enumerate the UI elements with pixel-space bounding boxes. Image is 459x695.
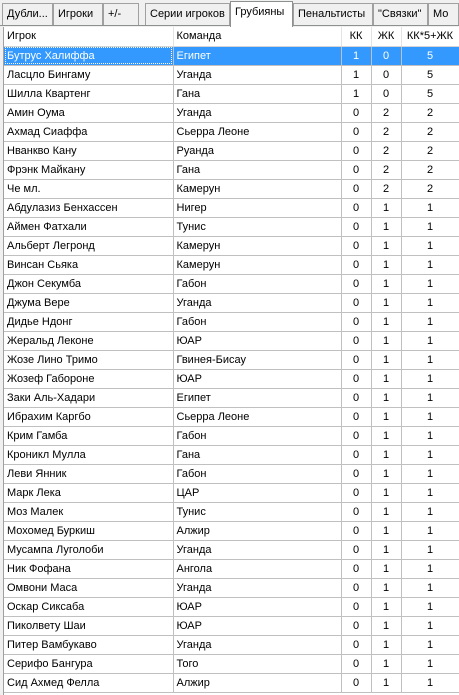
cell-score: 1 [401,521,459,540]
cell-score: 1 [401,559,459,578]
cell-red-cards: 0 [341,673,371,692]
cell-score: 5 [401,84,459,103]
cell-yellow-cards: 1 [371,673,401,692]
cell-yellow-cards: 1 [371,502,401,521]
cell-score: 1 [401,540,459,559]
cell-player: Кроникл Мулла [4,445,173,464]
table-row[interactable] [4,255,459,274]
cell-yellow-cards: 2 [371,160,401,179]
cell-score: 1 [401,388,459,407]
cell-red-cards: 0 [341,654,371,673]
cell-yellow-cards: 2 [371,103,401,122]
cell-team: Алжир [173,521,341,540]
cell-team: ЮАР [173,331,341,350]
column-header-player[interactable]: Игрок [4,27,173,46]
cell-player: Жеральд Леконе [4,331,173,350]
cell-team: Уганда [173,293,341,312]
cell-team: Сьерра Леоне [173,407,341,426]
table-row[interactable] [4,464,459,483]
cell-red-cards: 1 [341,46,371,65]
cell-yellow-cards: 1 [371,540,401,559]
cell-red-cards: 0 [341,103,371,122]
cell-score: 1 [401,464,459,483]
tab-links[interactable]: "Связки" [373,3,428,25]
cell-red-cards: 0 [341,464,371,483]
cell-score: 1 [401,426,459,445]
cell-team: Нигер [173,198,341,217]
cell-team: Габон [173,464,341,483]
table-row[interactable] [4,160,459,179]
table-row[interactable] [4,274,459,293]
table-row[interactable] [4,141,459,160]
cell-player: Оскар Сиксаба [4,597,173,616]
cell-score: 1 [401,274,459,293]
column-header-team[interactable]: Команда [173,27,341,46]
cell-player: Питер Вамбукаво [4,635,173,654]
cell-score: 2 [401,103,459,122]
cell-red-cards: 0 [341,179,371,198]
table-row[interactable] [4,559,459,578]
cell-team: Гана [173,84,341,103]
rough-players-grid [3,27,459,695]
cell-score: 1 [401,616,459,635]
cell-team: Уганда [173,103,341,122]
tab-plus-minus[interactable]: +/- [103,3,139,25]
table-row[interactable] [4,46,459,65]
cell-red-cards: 0 [341,236,371,255]
cell-team: Того [173,654,341,673]
tab-penalty-takers[interactable]: Пенальтисты [293,3,373,25]
cell-red-cards: 0 [341,426,371,445]
cell-player: Шилла Квартенг [4,84,173,103]
table-row[interactable] [4,445,459,464]
cell-team: Габон [173,426,341,445]
cell-yellow-cards: 1 [371,426,401,445]
cell-player: Ибрахим Каргбо [4,407,173,426]
cell-score: 1 [401,217,459,236]
cell-player: Альберт Легронд [4,236,173,255]
cell-score: 2 [401,141,459,160]
cell-score: 1 [401,369,459,388]
cell-red-cards: 0 [341,521,371,540]
cell-score: 1 [401,236,459,255]
cell-score: 1 [401,597,459,616]
cell-red-cards: 0 [341,312,371,331]
cell-score: 2 [401,160,459,179]
cell-player: Пиколвету Шаи [4,616,173,635]
rough-players-table [4,27,459,693]
cell-player: Жозеф Габороне [4,369,173,388]
table-row[interactable] [4,350,459,369]
cell-yellow-cards: 1 [371,578,401,597]
cell-score: 2 [401,179,459,198]
cell-score: 1 [401,312,459,331]
table-header-row [4,27,459,46]
tab-dubli[interactable]: Дубли... [2,3,53,25]
table-row[interactable] [4,369,459,388]
cell-player: Абдулазиз Бенхассен [4,198,173,217]
table-row[interactable] [4,312,459,331]
cell-team: ЦАР [173,483,341,502]
cell-red-cards: 0 [341,407,371,426]
cell-team: Тунис [173,217,341,236]
cell-player: Леви Янник [4,464,173,483]
table-row[interactable] [4,654,459,673]
cell-team: Камерун [173,179,341,198]
cell-yellow-cards: 1 [371,350,401,369]
table-row[interactable] [4,426,459,445]
table-row[interactable] [4,483,459,502]
cell-red-cards: 0 [341,445,371,464]
cell-score: 1 [401,654,459,673]
cell-score: 2 [401,122,459,141]
cell-player: Ник Фофана [4,559,173,578]
cell-score: 1 [401,673,459,692]
cell-score: 5 [401,65,459,84]
cell-player: Ласцло Бингаму [4,65,173,84]
cell-yellow-cards: 1 [371,635,401,654]
cell-red-cards: 0 [341,483,371,502]
cell-red-cards: 0 [341,141,371,160]
cell-yellow-cards: 1 [371,331,401,350]
cell-score: 1 [401,502,459,521]
cell-player: Амин Оума [4,103,173,122]
table-row[interactable] [4,616,459,635]
table-row[interactable] [4,521,459,540]
cell-red-cards: 0 [341,122,371,141]
cell-red-cards: 0 [341,331,371,350]
column-header-score[interactable]: КК*5+ЖК [401,27,459,46]
table-row[interactable] [4,179,459,198]
cell-player: Фрэнк Майкану [4,160,173,179]
cell-score: 1 [401,578,459,597]
cell-team: Камерун [173,236,341,255]
cell-yellow-cards: 0 [371,65,401,84]
cell-team: Тунис [173,502,341,521]
cell-score: 1 [401,483,459,502]
cell-yellow-cards: 1 [371,464,401,483]
cell-player: Марк Лека [4,483,173,502]
cell-player: Джума Вере [4,293,173,312]
cell-team: Алжир [173,673,341,692]
cell-red-cards: 0 [341,635,371,654]
tab-player-series[interactable]: Серии игроков [145,3,230,25]
cell-yellow-cards: 1 [371,217,401,236]
cell-yellow-cards: 2 [371,179,401,198]
cell-yellow-cards: 1 [371,654,401,673]
cell-team: Руанда [173,141,341,160]
cell-player: Мусампа Луголоби [4,540,173,559]
cell-yellow-cards: 1 [371,483,401,502]
cell-yellow-cards: 1 [371,445,401,464]
column-header-yellow-cards[interactable]: ЖК [371,27,401,46]
cell-yellow-cards: 1 [371,312,401,331]
tab-rough-players[interactable]: Грубияны [230,1,293,27]
cell-player: Крим Гамба [4,426,173,445]
table-row[interactable] [4,84,459,103]
table-body [4,46,459,692]
cell-player: Дидье Ндонг [4,312,173,331]
table-row[interactable] [4,103,459,122]
cell-team: Габон [173,274,341,293]
cell-red-cards: 1 [341,65,371,84]
cell-red-cards: 0 [341,578,371,597]
cell-yellow-cards: 1 [371,597,401,616]
column-header-red-cards[interactable]: КК [341,27,371,46]
cell-red-cards: 0 [341,616,371,635]
cell-score: 1 [401,198,459,217]
table-row[interactable] [4,331,459,350]
cell-team: Сьерра Леоне [173,122,341,141]
cell-red-cards: 0 [341,502,371,521]
cell-team: Уганда [173,635,341,654]
cell-score: 1 [401,407,459,426]
cell-team: ЮАР [173,369,341,388]
table-row[interactable] [4,122,459,141]
table-row[interactable] [4,198,459,217]
cell-player: Нванкво Кану [4,141,173,160]
cell-team: Гвинея-Бисау [173,350,341,369]
cell-team: Египет [173,388,341,407]
cell-yellow-cards: 1 [371,407,401,426]
cell-score: 1 [401,293,459,312]
cell-yellow-cards: 1 [371,293,401,312]
cell-yellow-cards: 1 [371,388,401,407]
cell-red-cards: 0 [341,559,371,578]
cell-yellow-cards: 2 [371,122,401,141]
tab-players[interactable]: Игроки [53,3,103,25]
tab-bar [0,0,459,26]
cell-team: Гана [173,160,341,179]
table-row[interactable] [4,597,459,616]
cell-red-cards: 0 [341,160,371,179]
cell-team: ЮАР [173,597,341,616]
cell-yellow-cards: 2 [371,141,401,160]
cell-team: ЮАР [173,616,341,635]
cell-team: Уганда [173,540,341,559]
table-row[interactable] [4,673,459,692]
cell-score: 1 [401,350,459,369]
cell-team: Египет [173,46,341,65]
cell-yellow-cards: 1 [371,255,401,274]
cell-team: Камерун [173,255,341,274]
table-row[interactable] [4,217,459,236]
cell-player: Заки Аль-Хадари [4,388,173,407]
cell-red-cards: 0 [341,350,371,369]
cell-yellow-cards: 1 [371,198,401,217]
cell-player: Серифо Бангура [4,654,173,673]
cell-yellow-cards: 1 [371,236,401,255]
table-row[interactable] [4,388,459,407]
cell-yellow-cards: 1 [371,616,401,635]
cell-team: Ангола [173,559,341,578]
cell-yellow-cards: 1 [371,521,401,540]
cell-player: Ахмад Сиаффа [4,122,173,141]
cell-red-cards: 0 [341,293,371,312]
cell-yellow-cards: 1 [371,559,401,578]
cell-team: Гана [173,445,341,464]
cell-score: 1 [401,635,459,654]
table-row[interactable] [4,293,459,312]
cell-yellow-cards: 0 [371,46,401,65]
cell-score: 1 [401,255,459,274]
cell-score: 5 [401,46,459,65]
cell-player: Жозе Лино Тримо [4,350,173,369]
table-row[interactable] [4,502,459,521]
cell-team: Габон [173,312,341,331]
table-row[interactable] [4,578,459,597]
cell-score: 1 [401,445,459,464]
table-row[interactable] [4,407,459,426]
cell-player: Джон Секумба [4,274,173,293]
tab-more[interactable]: Мо [428,3,459,25]
cell-team: Уганда [173,65,341,84]
cell-yellow-cards: 1 [371,274,401,293]
cell-yellow-cards: 1 [371,369,401,388]
cell-player: Че мл. [4,179,173,198]
cell-yellow-cards: 0 [371,84,401,103]
table-row[interactable] [4,540,459,559]
cell-red-cards: 0 [341,388,371,407]
table-row[interactable] [4,236,459,255]
cell-red-cards: 0 [341,597,371,616]
cell-player: Бутрус Халиффа [4,46,173,65]
cell-red-cards: 0 [341,369,371,388]
cell-team: Уганда [173,578,341,597]
cell-red-cards: 0 [341,274,371,293]
cell-player: Моз Малек [4,502,173,521]
cell-red-cards: 1 [341,84,371,103]
cell-score: 1 [401,331,459,350]
cell-player: Омвони Маса [4,578,173,597]
cell-red-cards: 0 [341,198,371,217]
cell-red-cards: 0 [341,217,371,236]
cell-player: Винсан Сьяка [4,255,173,274]
cell-player: Сид Ахмед Фелла [4,673,173,692]
table-row[interactable] [4,65,459,84]
cell-player: Аймен Фатхали [4,217,173,236]
cell-red-cards: 0 [341,255,371,274]
cell-player: Мохомед Буркиш [4,521,173,540]
cell-red-cards: 0 [341,540,371,559]
table-row[interactable] [4,635,459,654]
